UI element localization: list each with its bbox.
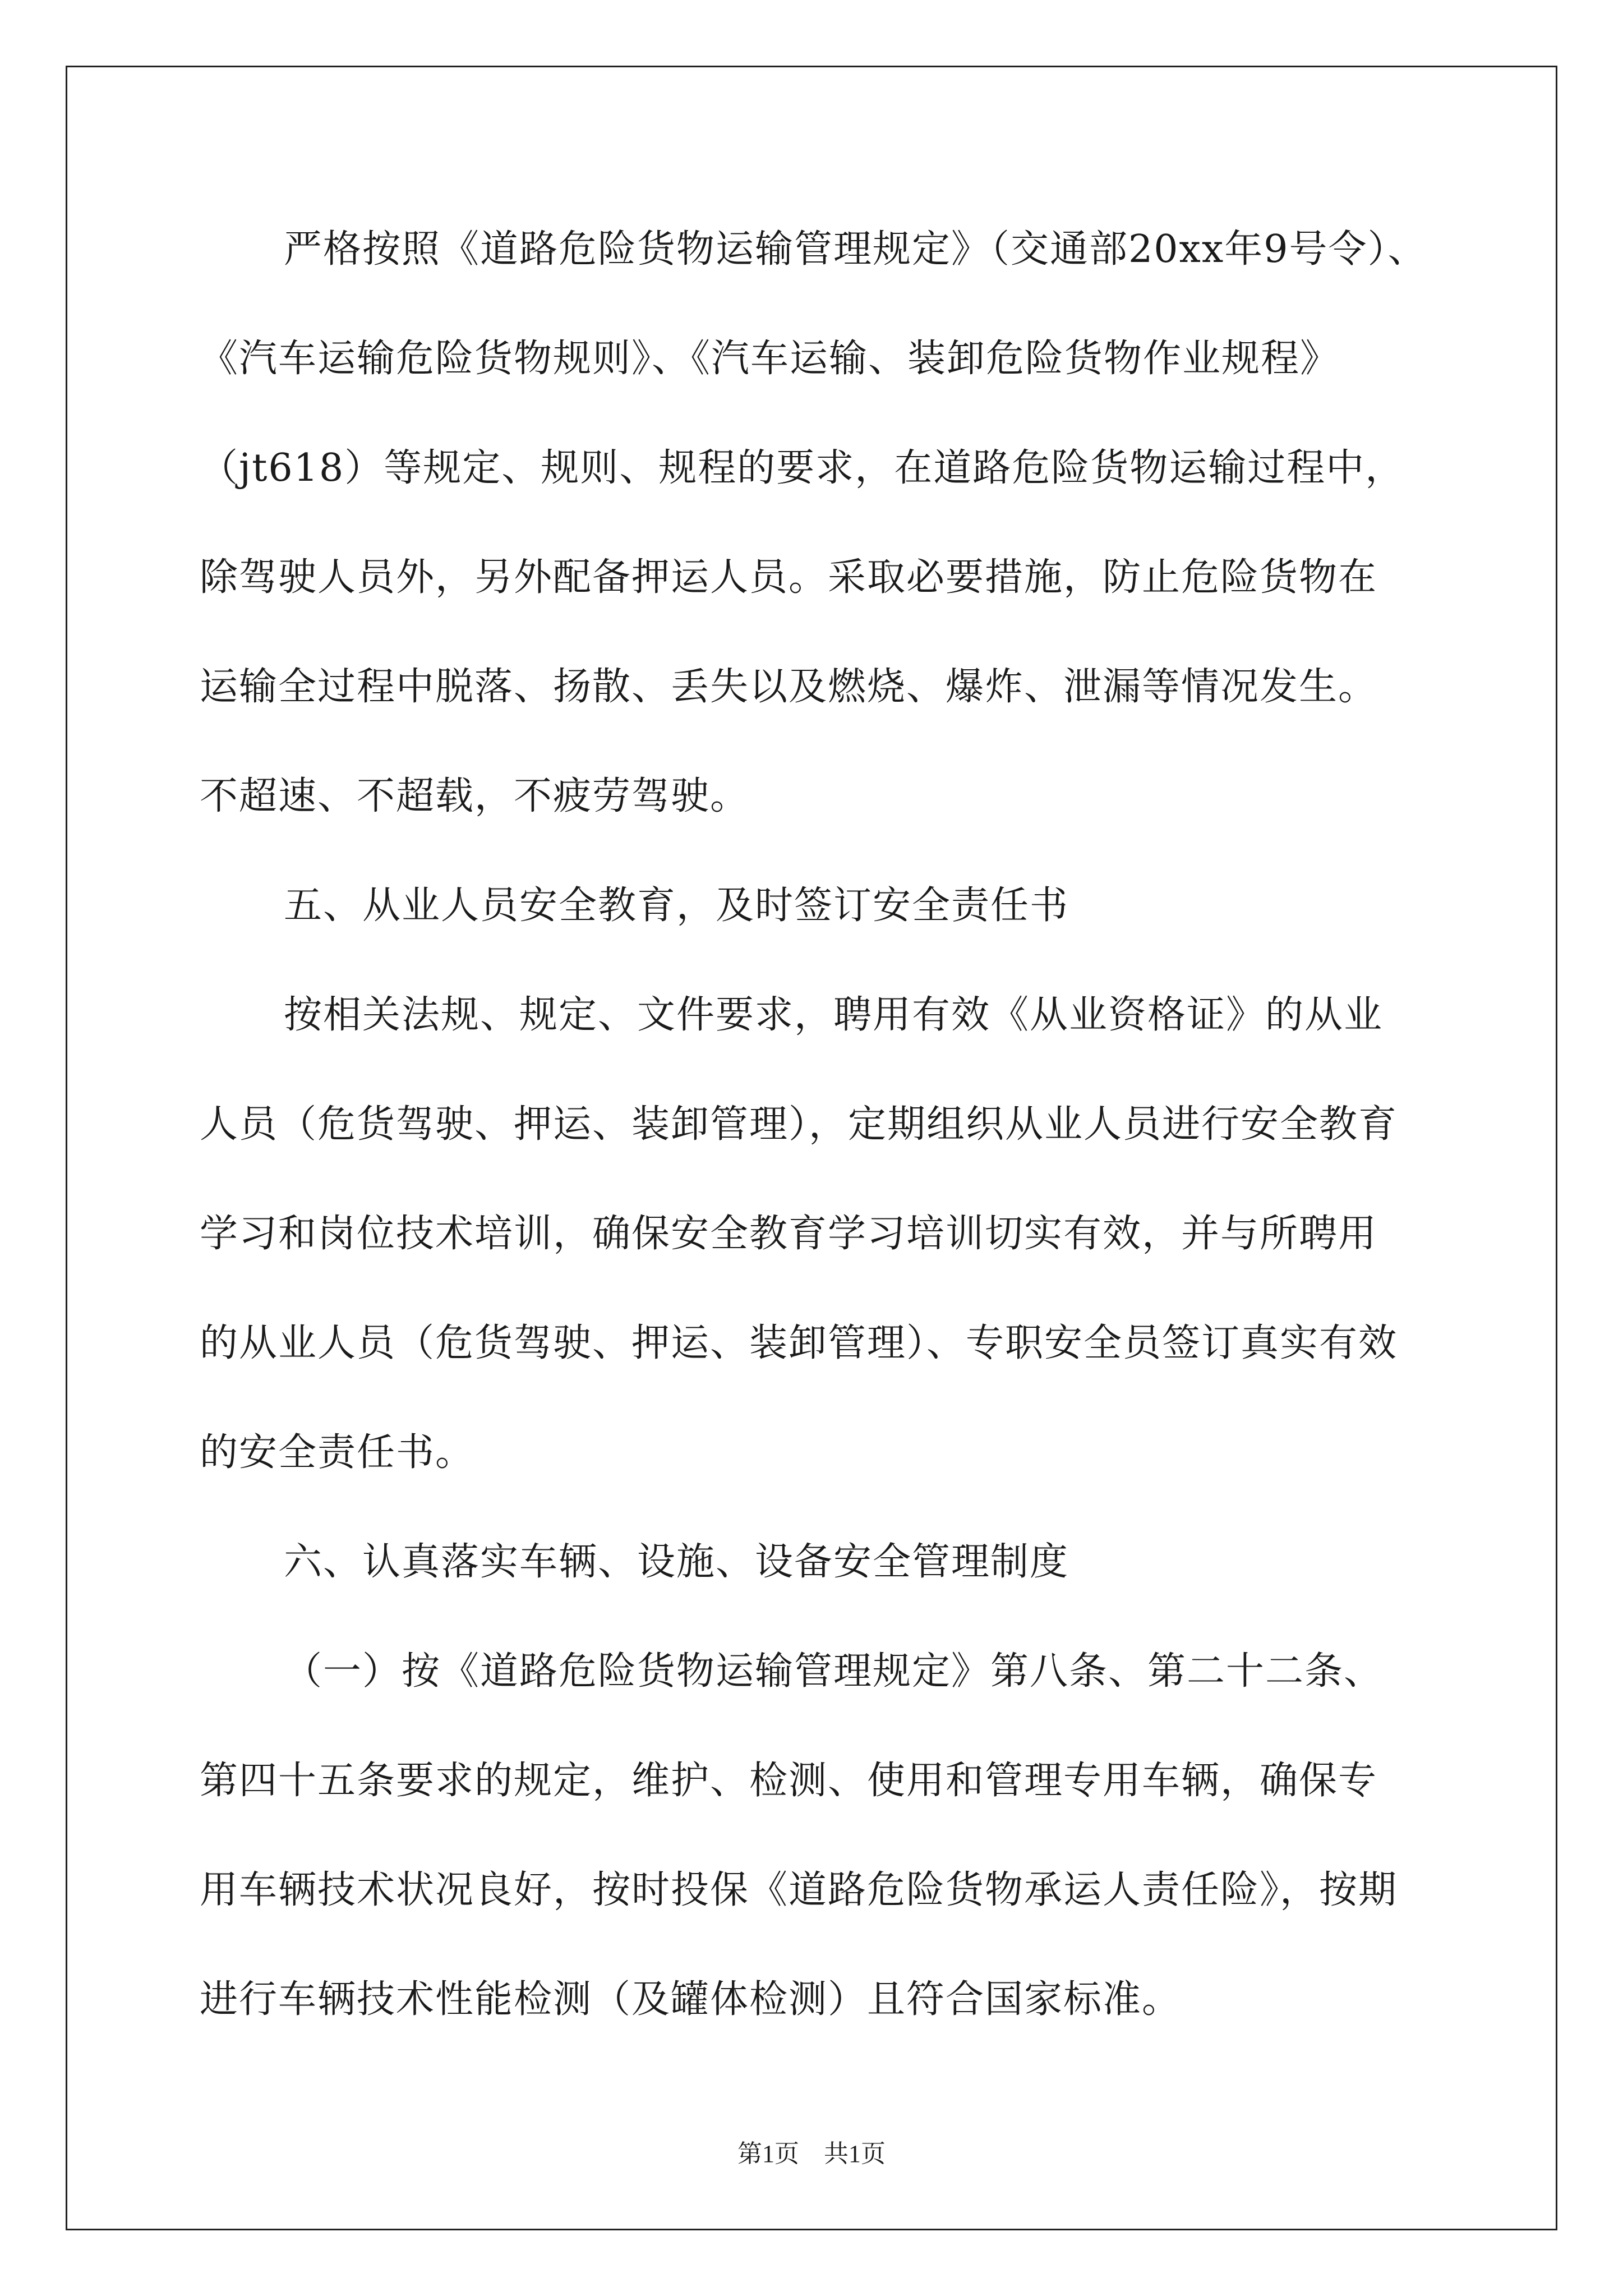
text-line: 进行车辆技术性能检测（及罐体检测）且符合国家标准。 xyxy=(200,1977,1182,2022)
text-line: 用车辆技术状况良好，按时投保《道路危险货物承运人责任险》，按期 xyxy=(200,1868,1398,1912)
text-line: （jt618）等规定、规则、规程的要求，在道路危险货物运输过程中， xyxy=(200,446,1405,490)
text-line: 的安全责任书。 xyxy=(200,1430,475,1475)
text-line: （一）按《道路危险货物运输管理规定》第八条、第二十二条、 xyxy=(284,1649,1384,1694)
text-line: 不超速、不超载，不疲劳驾驶。 xyxy=(200,774,750,818)
page-number: 第1页 共1页 xyxy=(737,2140,886,2168)
text-line: 第四十五条要求的规定，维护、检测、使用和管理专用车辆，确保专 xyxy=(200,1759,1378,1803)
text-line: 学习和岗位技术培训，确保安全教育学习培训切实有效，并与所聘用 xyxy=(200,1212,1378,1256)
text-line: 《汽车运输危险货物规则》、《汽车运输、装卸危险货物作业规程》 xyxy=(200,337,1340,381)
text-line: 除驾驶人员外，另外配备押运人员。采取必要措施，防止危险货物在 xyxy=(200,555,1378,600)
section-heading: 六、认真落实车辆、设施、设备安全管理制度 xyxy=(284,1540,1069,1584)
text-line: 严格按照《道路危险货物运输管理规定》（交通部20xx年9号令）、 xyxy=(284,227,1427,272)
text-line: 运输全过程中脱落、扬散、丢失以及燃烧、爆炸、泄漏等情况发生。 xyxy=(200,665,1378,709)
text-line: 的从业人员（危货驾驶、押运、装卸管理）、专职安全员签订真实有效 xyxy=(200,1321,1398,1365)
text-line: 人员（危货驾驶、押运、装卸管理），定期组织从业人员进行安全教育 xyxy=(200,1102,1398,1147)
section-heading: 五、从业人员安全教育，及时签订安全责任书 xyxy=(284,884,1069,928)
text-line: 按相关法规、规定、文件要求，聘用有效《从业资格证》的从业 xyxy=(284,993,1384,1037)
